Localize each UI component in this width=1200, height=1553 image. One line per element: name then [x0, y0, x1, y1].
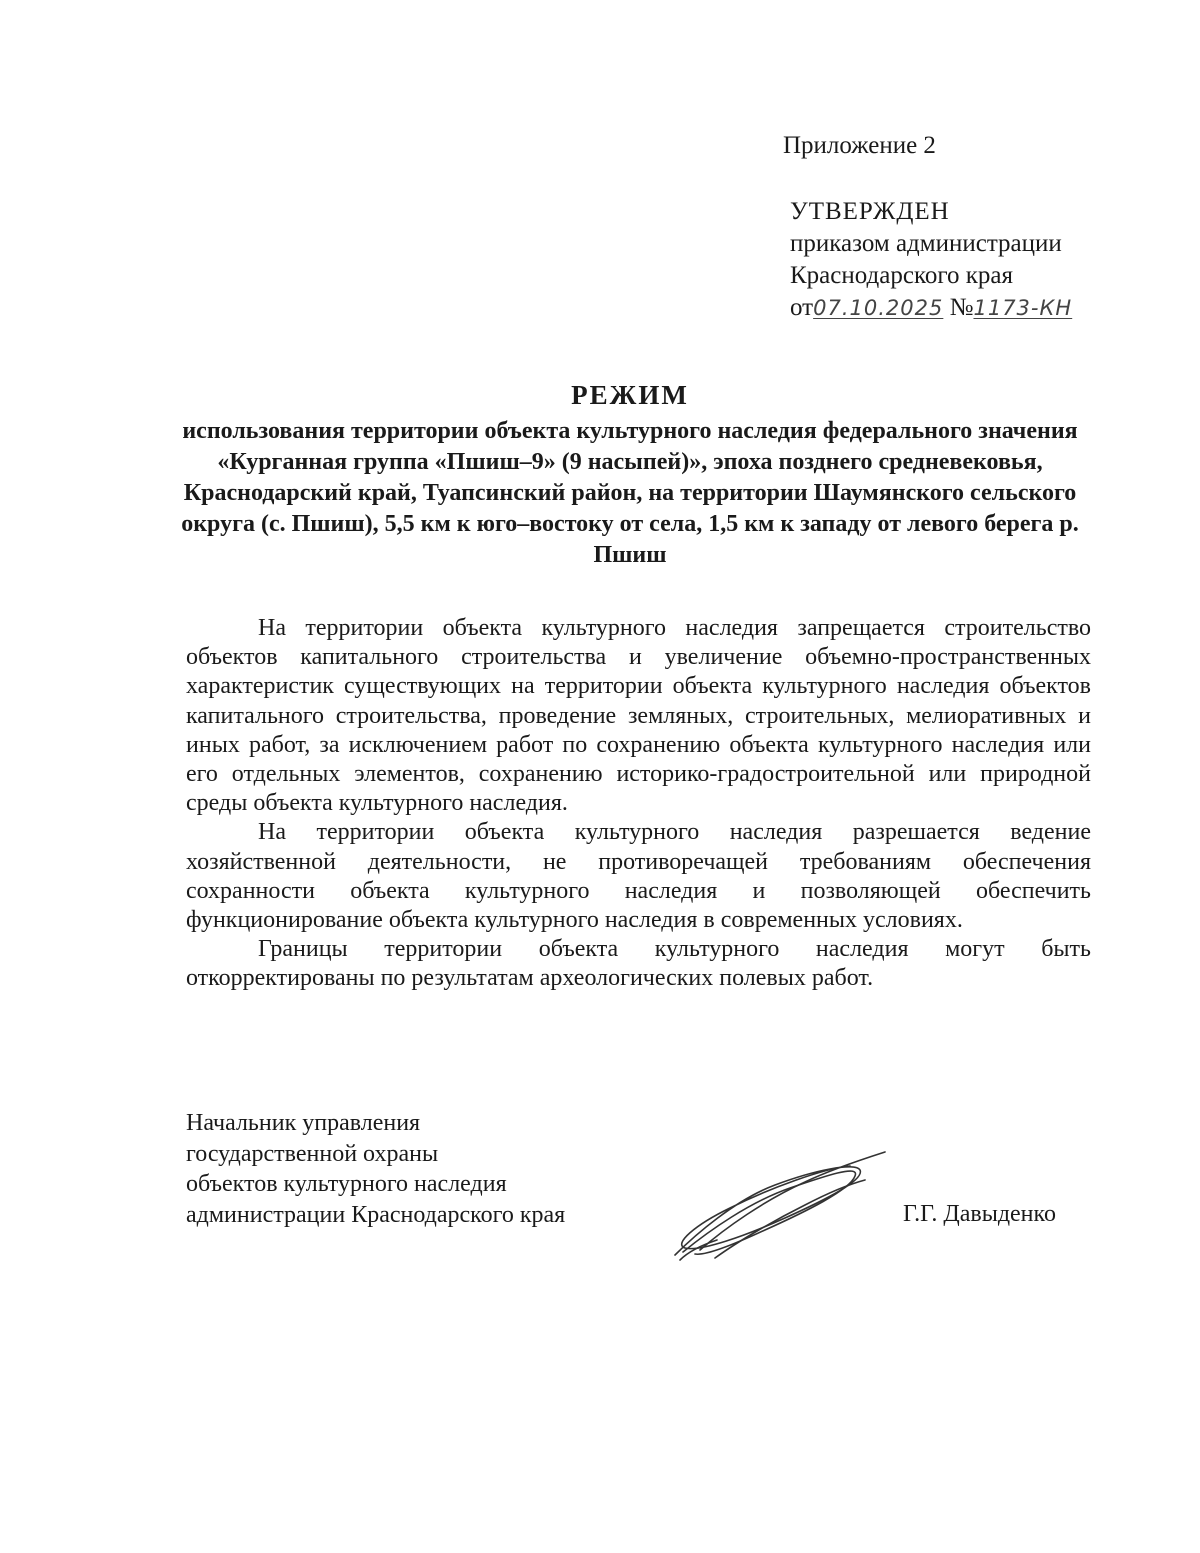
order-number: 1173-КН: [973, 296, 1073, 320]
document-subtitle: использования территории объекта культурного наследия федерального значения «Курганная группа «Пшиш–9» (9 насыпей)», эпоха позднего средневековья, Краснодарский край, Туапсинский район, на территории Шаумянского сельского округа (с. Пшиш), 5,5 км к юго–востоку от села, 1,5 км к западу от левого берега р. Пшиш: [181, 418, 1079, 568]
body-paragraph-3: Границы территории объекта культурного наследия могут быть откорректированы по результатам археологических полевых работ.: [186, 936, 1091, 992]
number-prefix: №: [949, 294, 974, 321]
annex-label: Приложение 2: [783, 132, 936, 159]
handwritten-signature: [655, 1140, 895, 1270]
document-title-block: [80, 380, 1180, 571]
document-title: РЕЖИМ: [571, 380, 689, 410]
signatory-position: [186, 1108, 565, 1230]
signatory-position-line-3: объектов культурного наследия: [186, 1171, 507, 1197]
approval-block: [790, 196, 1072, 324]
approved-by-line-1: приказом администрации: [790, 230, 1062, 257]
approved-heading: УТВЕРЖДЕН: [790, 198, 950, 225]
body-paragraph-2: На территории объекта культурного наследия разрешается ведение хозяйственной деятельности, не противоречащей требованиям обеспечения сохранности объекта культурного наследия и позволяющей обеспечить функционирование объекта культурного наследия в современных условиях.: [186, 819, 1091, 934]
document-body: [186, 614, 1091, 994]
approved-by-line-2: Краснодарского края: [790, 262, 1013, 289]
signatory-name: Г.Г. Давыденко: [903, 1201, 1056, 1227]
signatory-position-line-4: администрации Краснодарского края: [186, 1201, 566, 1228]
order-date-number: [790, 292, 1072, 324]
signatory-position-line-2: государственной охраны: [186, 1140, 439, 1167]
body-paragraph-1: На территории объекта культурного наследия запрещается строительство объектов капитального строительства и увеличение объемно-пространственных характеристик существующих на территории объекта культурного наследия объектов капитального строительства, проведение земляных, строительных, мелиоративных и иных работ, за исключением работ по сохранению объекта культурного наследия или его отдельных элементов, сохранению историко-градостроительной или природной среды объекта культурного наследия.: [186, 615, 1091, 817]
date-prefix: от: [790, 294, 814, 321]
signatory-position-line-1: Начальник управления: [186, 1110, 421, 1136]
order-date: 07.10.2025: [813, 296, 944, 320]
